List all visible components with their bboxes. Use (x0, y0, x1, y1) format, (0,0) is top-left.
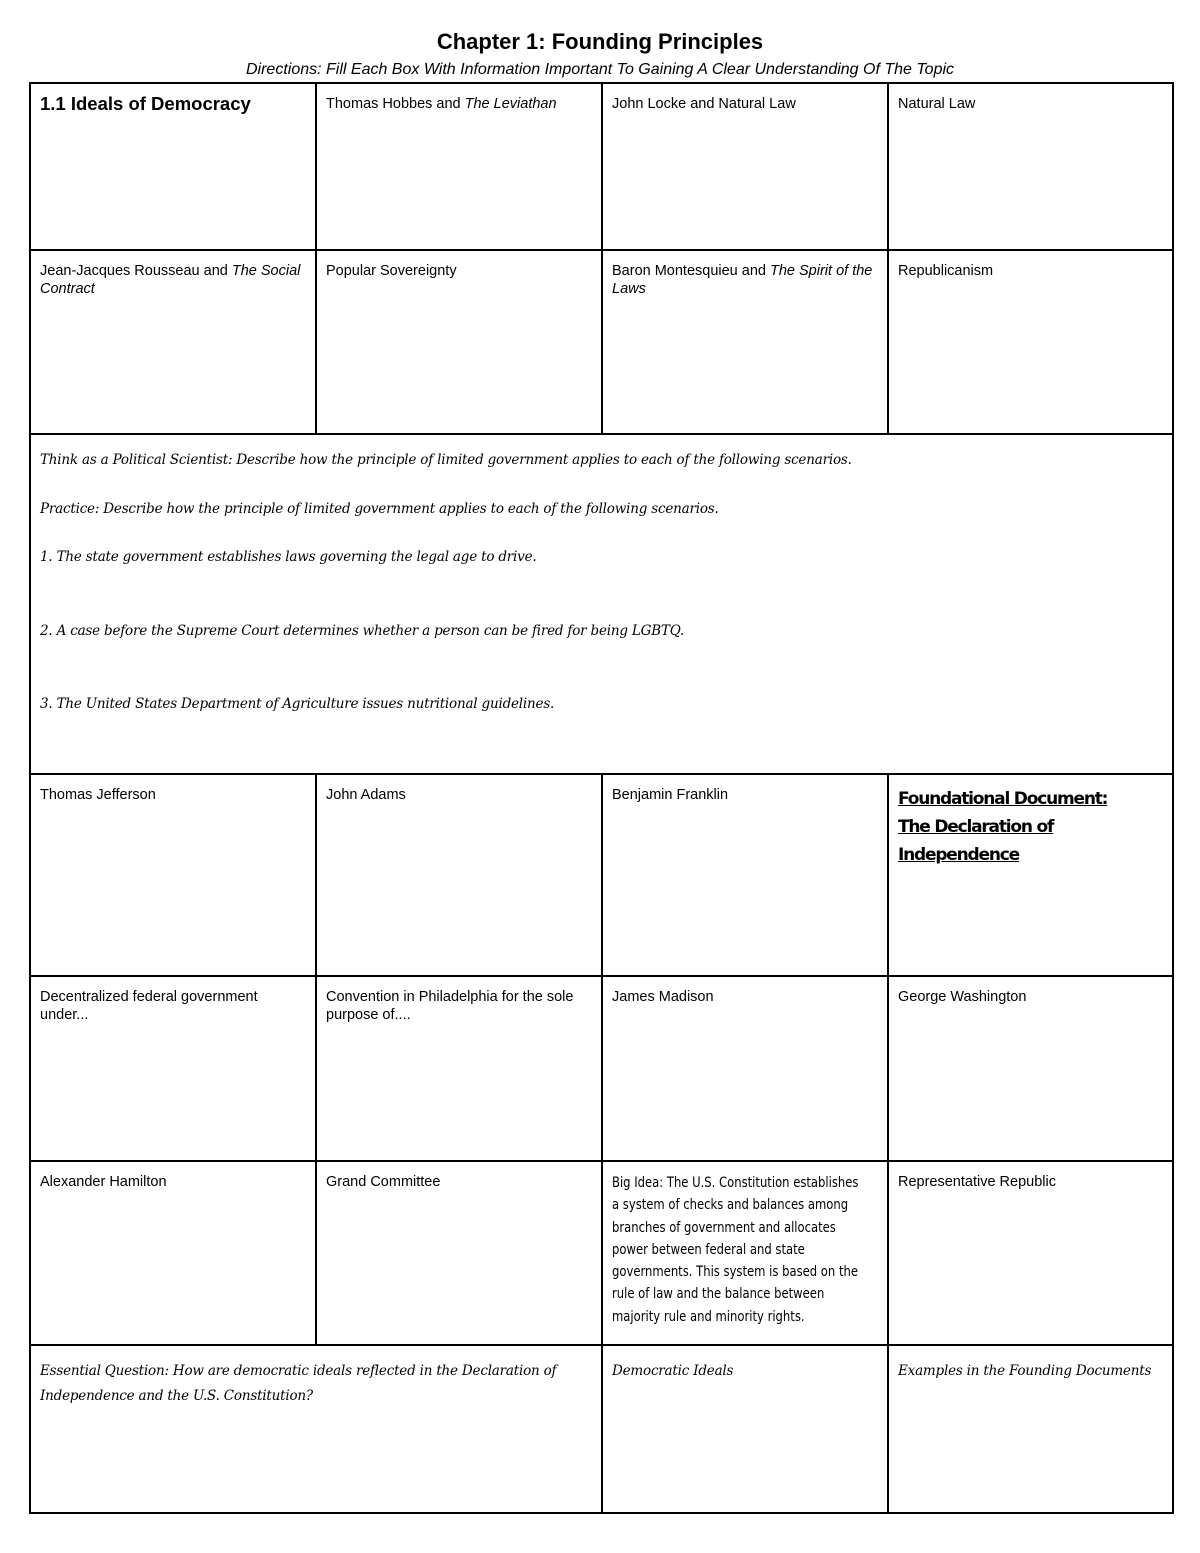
cell-label-italic: The Spirit of the Laws (612, 263, 873, 297)
cell-scenarios[interactable] (31, 435, 1172, 775)
essential-question-text: Essential Question: How are democratic ideals reflected in the Declaration of Independence and the U.S. Constitution? (40, 1363, 557, 1404)
cell-label: Grand Committee (326, 1174, 441, 1190)
cell-democratic-ideals[interactable] (603, 1346, 889, 1512)
practice-prompt: Practice: Describe how the principle of limited government applies to each of the following scenarios. (40, 501, 719, 517)
cell-label: John Adams (326, 787, 406, 803)
cell-hobbes[interactable] (317, 84, 603, 251)
democratic-ideals-label: Democratic Ideals (612, 1363, 734, 1379)
think-prompt: Think as a Political Scientist: Describe how the principle of limited government applies to each of the following scenarios. (40, 452, 852, 468)
cell-label: Alexander Hamilton (40, 1174, 167, 1190)
cell-washington[interactable] (889, 977, 1174, 1162)
cell-convention-philadelphia[interactable] (317, 977, 603, 1162)
cell-label: Thomas Jefferson (40, 787, 156, 803)
cell-essential-question[interactable] (31, 1346, 603, 1512)
cell-grand-committee[interactable] (317, 1162, 603, 1346)
big-idea-text: Big Idea: The U.S. Constitution establishes a system of checks and balances among branches of government and allocates power between federal and state governments. This system is based on the rule of law and the balance between majority rule and minority rights. (612, 1175, 859, 1325)
cell-label: Decentralized federal government under... (40, 989, 258, 1023)
section-title: 1.1 Ideals of Democracy (40, 93, 251, 114)
page-title: Chapter 1: Founding Principles (436, 29, 764, 54)
cell-ideals-of-democracy (31, 84, 317, 251)
cell-label: George Washington (898, 989, 1027, 1005)
cell-label: Popular Sovereignty (326, 263, 457, 279)
cell-rousseau[interactable] (31, 251, 317, 435)
graphic-organizer-grid (29, 82, 1174, 1514)
scenario-item: 2. A case before the Supreme Court determines whether a person can be fired for being LGBTQ. (40, 623, 685, 639)
cell-representative-republic[interactable] (889, 1162, 1174, 1346)
cell-adams[interactable] (317, 775, 603, 977)
cell-republicanism[interactable] (889, 251, 1174, 435)
cell-locke[interactable] (603, 84, 889, 251)
scenario-item: 1. The state government establishes laws governing the legal age to drive. (40, 549, 537, 565)
directions-text: Directions: Fill Each Box With Information Important To Gaining A Clear Understanding Of The Topic (245, 61, 955, 78)
cell-label: Thomas Hobbes and (326, 96, 465, 112)
cell-decentralized-government[interactable] (31, 977, 317, 1162)
cell-big-idea (603, 1162, 889, 1346)
cell-label: Natural Law (898, 96, 976, 112)
scenario-item: 3. The United States Department of Agriculture issues nutritional guidelines. (40, 696, 555, 712)
cell-label: Jean-Jacques Rousseau and (40, 263, 232, 279)
cell-label: John Locke and Natural Law (612, 96, 796, 112)
foundational-document-label: Foundational Document: (898, 789, 1108, 809)
examples-label: Examples in the Founding Documents (898, 1363, 1152, 1379)
cell-label: Benjamin Franklin (612, 787, 729, 803)
cell-label: James Madison (612, 989, 714, 1005)
cell-label-italic: The Social Contract (40, 263, 301, 297)
cell-label: Baron Montesquieu and (612, 263, 770, 279)
cell-label: Republicanism (898, 263, 994, 279)
cell-foundational-document[interactable] (889, 775, 1174, 977)
cell-label: Convention in Philadelphia for the sole purpose of.... (326, 989, 574, 1023)
declaration-title: The Declaration of Independence (898, 817, 1054, 865)
cell-montesquieu[interactable] (603, 251, 889, 435)
cell-hamilton[interactable] (31, 1162, 317, 1346)
cell-label: Representative Republic (898, 1174, 1056, 1190)
cell-popular-sovereignty[interactable] (317, 251, 603, 435)
cell-founding-documents-examples[interactable] (889, 1346, 1174, 1512)
cell-jefferson[interactable] (31, 775, 317, 977)
cell-label-italic: The Leviathan (464, 96, 557, 112)
cell-franklin[interactable] (603, 775, 889, 977)
cell-madison[interactable] (603, 977, 889, 1162)
cell-natural-law[interactable] (889, 84, 1174, 251)
